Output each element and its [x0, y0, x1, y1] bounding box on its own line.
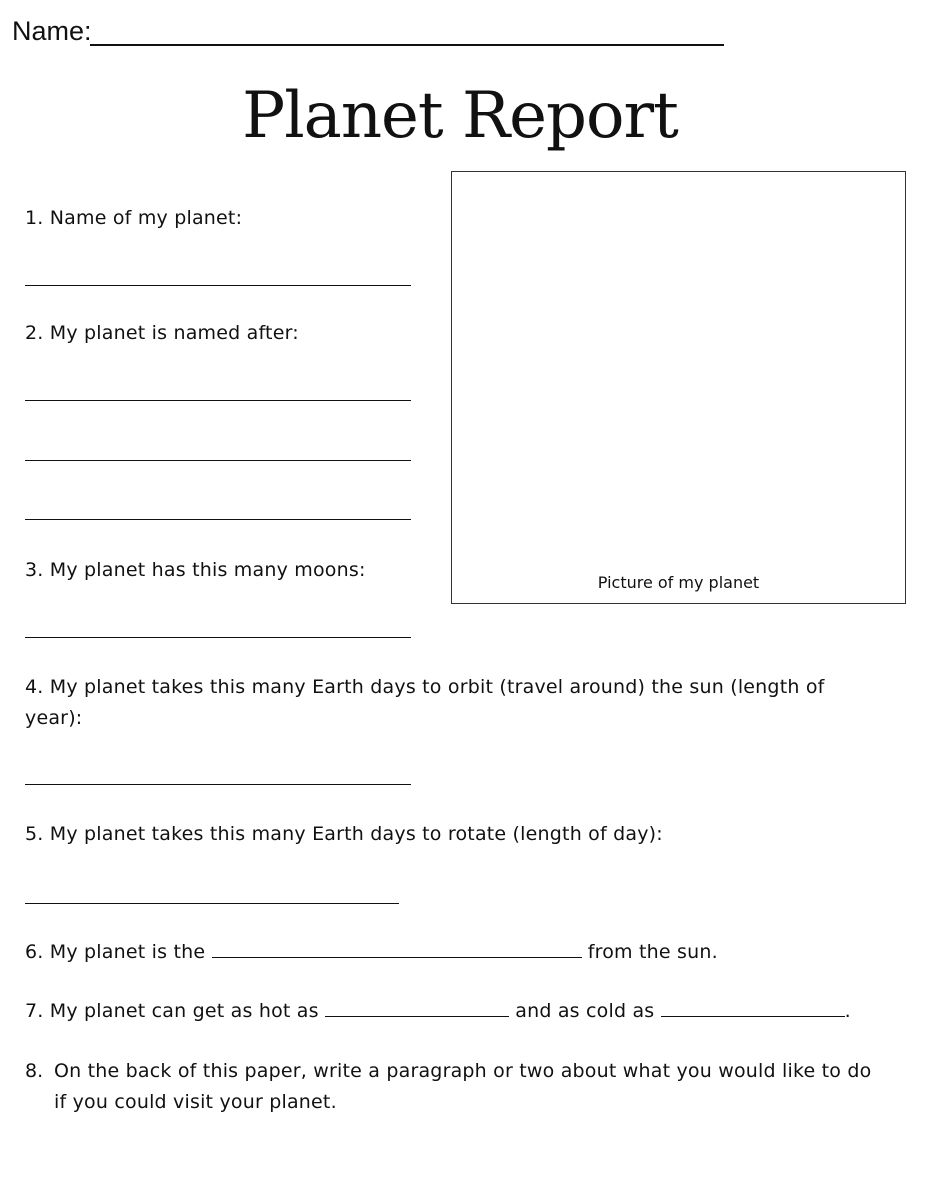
question-6-start: 6. My planet is the [25, 941, 206, 963]
question-6 [25, 937, 718, 968]
question-7-end: . [844, 1000, 851, 1022]
question-6-end: from the sun. [587, 941, 718, 963]
question-5: 5. My planet takes this many Earth days to rotate (length of day): [25, 823, 663, 845]
page-title: Planet Report [242, 79, 678, 153]
question-1: 1. Name of my planet: [25, 207, 243, 229]
question-3: 3. My planet has this many moons: [25, 559, 366, 581]
question-7-start: 7. My planet can get as hot as [25, 1000, 319, 1022]
planet-picture-box[interactable] [451, 171, 906, 604]
name-label: Name: [12, 16, 92, 46]
answer-line-3[interactable] [25, 637, 411, 638]
answer-line-1[interactable] [25, 285, 411, 286]
answer-line-2b[interactable] [25, 460, 411, 461]
question-7-middle: and as cold as [515, 1000, 655, 1022]
answer-line-2a[interactable] [25, 400, 411, 401]
answer-blank-6[interactable] [212, 953, 582, 958]
answer-blank-7-hot[interactable] [325, 1012, 509, 1017]
answer-line-2c[interactable] [25, 519, 411, 520]
answer-line-5[interactable] [25, 903, 399, 904]
picture-caption: Picture of my planet [597, 573, 760, 592]
question-8-number: 8. [25, 1060, 44, 1082]
answer-blank-7-cold[interactable] [661, 1012, 845, 1017]
name-blank-line[interactable] [90, 44, 724, 46]
question-4: 4. My planet takes this many Earth days to orbit (travel around) the sun (length of year): [25, 676, 825, 729]
answer-line-4[interactable] [25, 784, 411, 785]
question-2: 2. My planet is named after: [25, 322, 299, 344]
question-8-text: On the back of this paper, write a paragraph or two about what you would like to do if you could visit your planet. [54, 1060, 872, 1113]
question-7 [25, 996, 851, 1027]
